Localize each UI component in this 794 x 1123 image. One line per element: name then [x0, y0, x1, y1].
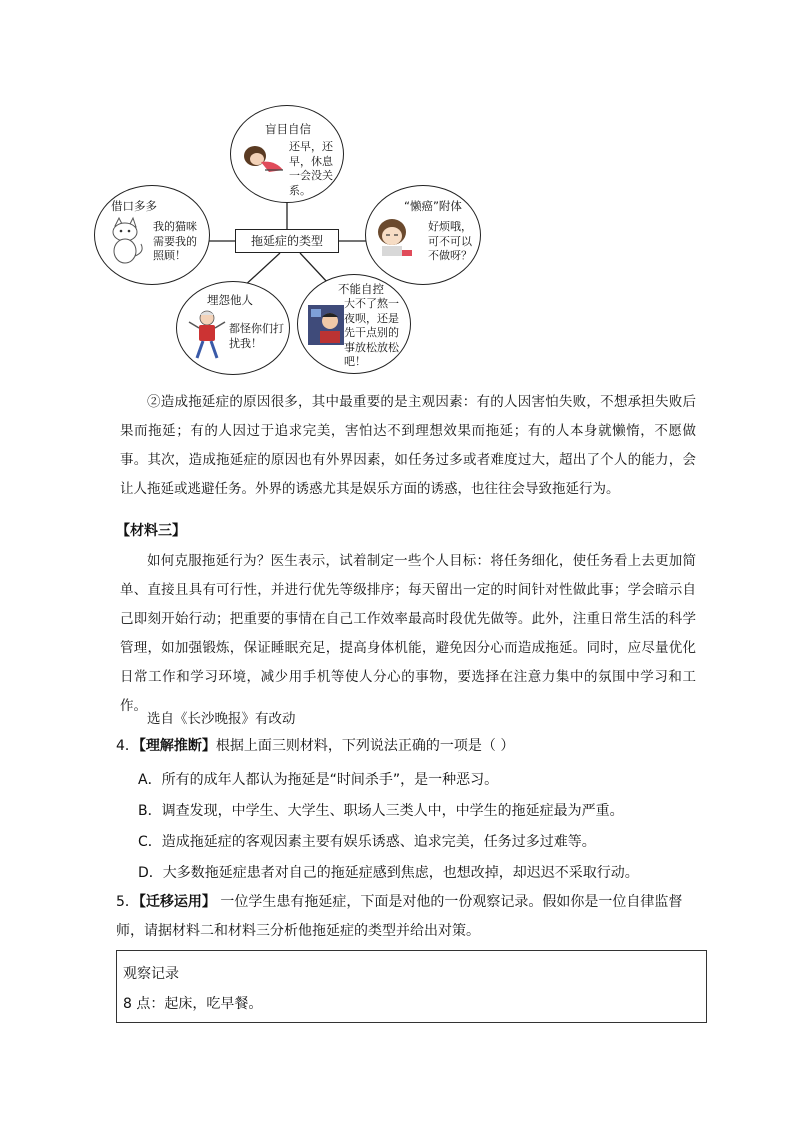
observation-title: 观察记录	[123, 966, 179, 982]
bubble-quote: 好烦哦， 可不可以 不做呀？	[428, 220, 472, 262]
question-number: 4．	[116, 738, 139, 754]
bubble-quote: 还早，还 早，休息 一会没关 系。	[289, 140, 333, 197]
option-d[interactable]: D．大多数拖延症患者对自己的拖延症感到焦虑，也想改掉，却迟迟不采取行动。	[138, 865, 639, 881]
diagram-center-label: 拖延症的类型	[235, 229, 339, 253]
option-c[interactable]: C．造成拖延症的客观因素主要有娱乐诱惑、追求完美，任务过多过难等。	[138, 834, 596, 850]
bubble-title: 不能自控	[338, 282, 384, 296]
angry-man-icon	[187, 308, 227, 362]
question-stem: 一位学生患有拖延症，下面是对他的一份观察记录。假如你是一位自律监督师，请据材料二和材料三分析他拖延症的类型并给出对策。	[116, 894, 683, 939]
gaming-boy-icon	[308, 305, 344, 345]
bubble-many-excuses	[94, 185, 210, 285]
procrastination-types-diagram	[0, 0, 794, 380]
bubble-title: 盲目自信	[265, 122, 311, 136]
question-stem: 根据上面三则材料，下列说法正确的一项是（ ）	[215, 738, 515, 754]
bubble-blame-others	[176, 281, 290, 375]
bubble-no-self-control	[297, 274, 411, 374]
option-a[interactable]: A．所有的成年人都认为拖延是“时间杀手”，是一种恶习。	[138, 772, 499, 788]
question-5	[116, 888, 706, 946]
bubble-quote: 大不了熬一 夜呗，还是 先干点别的 事放松放松 吧！	[344, 297, 399, 368]
bubble-title: 借口多多	[111, 199, 157, 213]
bubble-laziness	[365, 185, 481, 285]
paragraph-causes: ②造成拖延症的原因很多，其中最重要的是主观因素：有的人因害怕失败，不想承担失败后果而拖延；有的人因过于追求完美，害怕达不到理想效果而拖延；有的人本身就懒惰，不愿做事。其次，造成拖延症的原因也有外界因素，如任务过多或者难度过大，超出了个人的能力，会让人拖延或逃避任务。外界的诱惑尤其是娱乐方面的诱惑，也往往会导致拖延行为。	[120, 394, 696, 497]
question-tag: 【迁移运用】	[138, 894, 216, 910]
question-tag: 【理解推断】	[138, 738, 216, 754]
observation-record-box	[116, 950, 707, 1023]
observation-entry: 8 点：起床，吃早餐。	[123, 996, 263, 1012]
bubble-title: “懒癌”附体	[404, 199, 462, 213]
lazy-girl-icon	[372, 216, 414, 260]
paragraph-solutions: 如何克服拖延行为？医生表示，试着制定一些个人目标：将任务细化，使任务看上去更加简单、直接且具有可行性，并进行优先等级排序；每天留出一定的时间针对性做此事；学会暗示自己即刻开始行动；把重要的事情在自己工作效率最高时段优先做等。此外，注重日常生活的科学管理，如加强锻炼，保证睡眠充足，提高身体机能，避免因分心而造成拖延。同时，应尽量优化日常工作和学习环境，减少用手机等使人分心的事物，要选择在注意力集中的氛围中学习和工作。	[120, 553, 696, 714]
question-number: 5．	[116, 894, 139, 910]
cat-icon	[105, 216, 145, 266]
bubble-quote: 我的猫咪 需要我的 照顾！	[153, 220, 197, 262]
material-3-heading: 【材料三】	[116, 523, 186, 539]
question-4	[116, 732, 706, 761]
option-b[interactable]: B．调查发现，中学生、大学生、职场人三类人中，中学生的拖延症最为严重。	[138, 803, 624, 819]
bubble-title: 埋怨他人	[207, 293, 253, 307]
source-note: 选自《长沙晚报》有改动	[147, 711, 296, 727]
bubble-quote: 都怪你们打 扰我！	[229, 322, 284, 350]
sleeping-girl-icon	[239, 140, 285, 176]
bubble-blind-confidence	[230, 105, 344, 203]
